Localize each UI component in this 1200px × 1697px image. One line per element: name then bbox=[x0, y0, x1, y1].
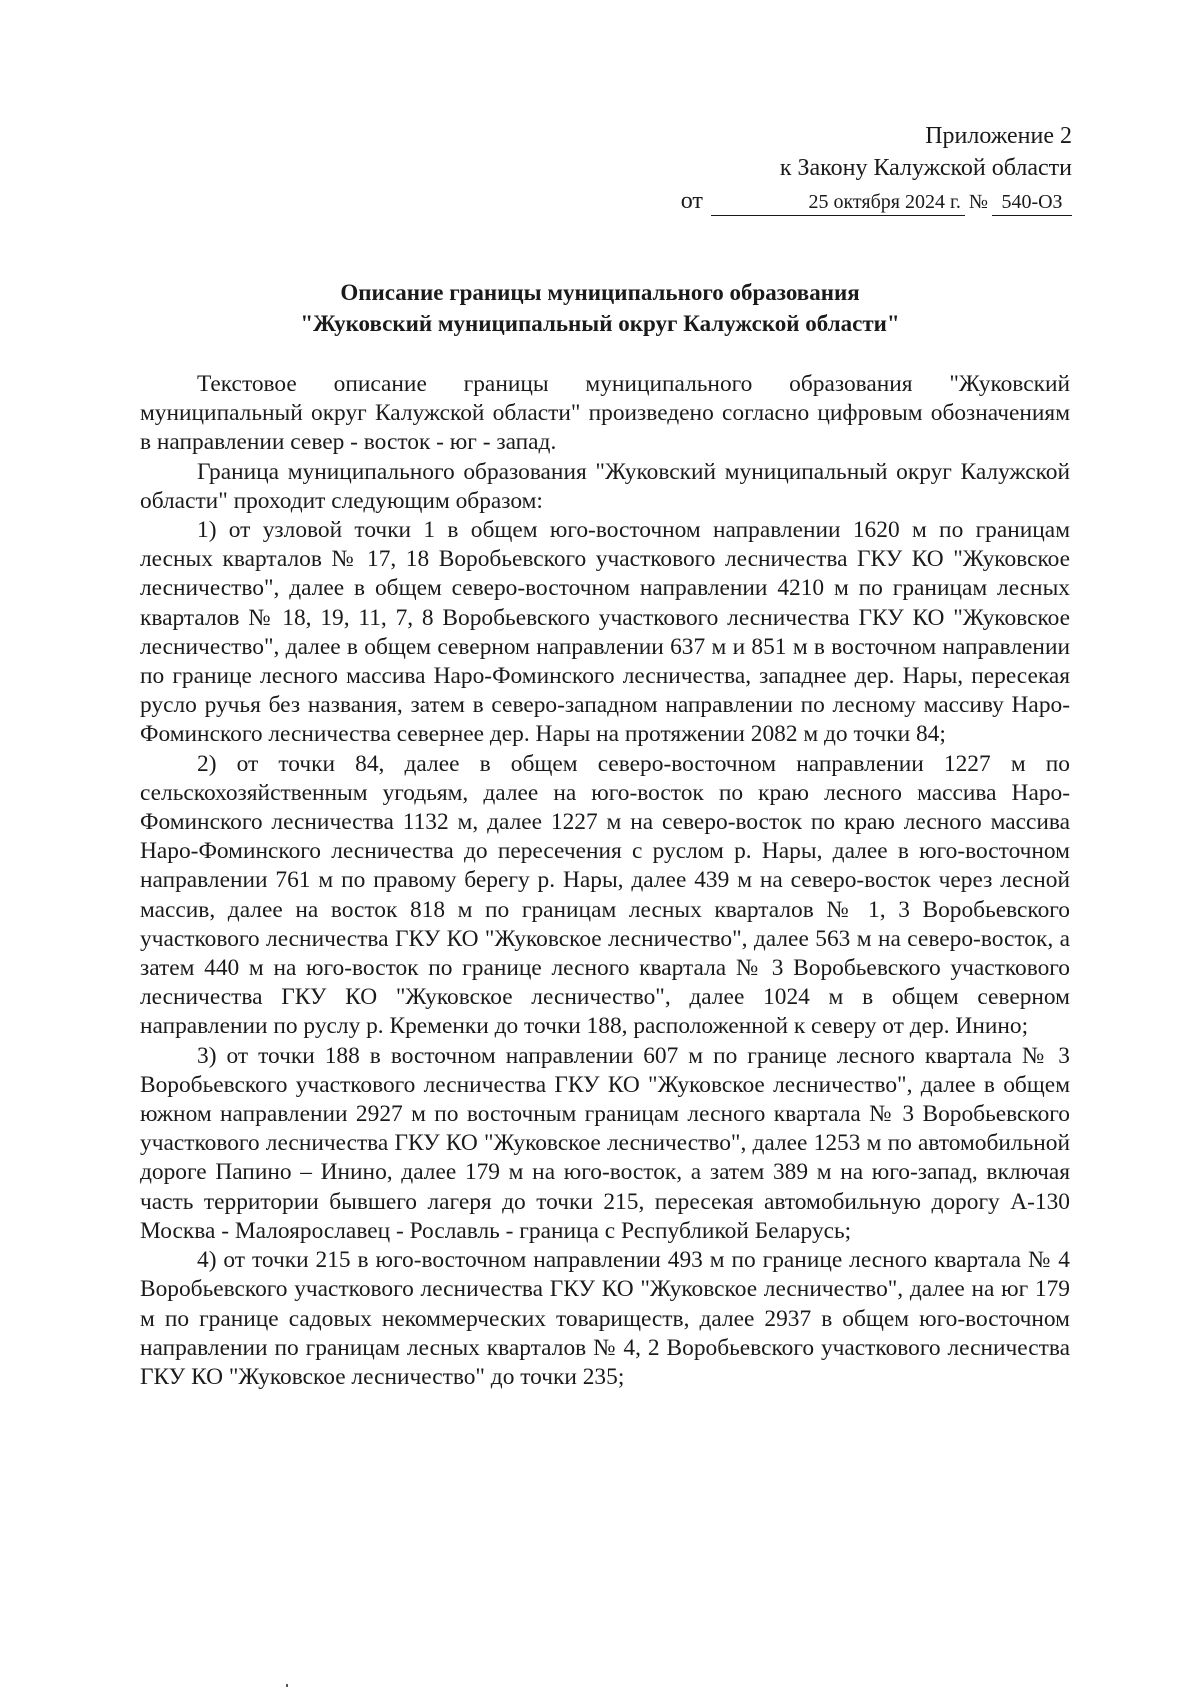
paragraph-section-3: 3) от точки 188 в восточном направлении 607 м по границе лесного квартала № 3 Воробьевского участкового лесничества ГКУ КО "Жуковское лесничество", далее в общем южном направлении 2927 м по восточным границам лесного квартала № 3 Воробьевского участкового лесничества ГКУ КО "Жуковское лесничество", далее 1253 м по автомобильной дороге Папино – Инино, далее 179 м на юго-восток, а затем 389 м на юго-запад, включая часть территории бывшего лагеря до точки 215, пересекая автомобильную дорогу А-130 Москва - Малоярославец - Рославль - граница с Республикой Беларусь; bbox=[140, 1042, 1070, 1244]
date-prefix: от bbox=[680, 188, 703, 214]
paragraph-intro: Текстовое описание границы муниципального образования "Жуковский муниципальный округ Калужской области" произведено согласно цифровым обозначениям в направлении север - восток - юг - запад. bbox=[140, 371, 1070, 456]
paragraph-section-4: 4) от точки 215 в юго-восточном направлении 493 м по границе лесного квартала № 4 Воробьевского участкового лесничества ГКУ КО "Жуковское лесничество", далее на юг 179 м по границе садовых некоммерческих товариществ, далее 2937 в общем юго-восточном направлении по границам лесных кварталов № 4, 2 Воробьевского участкового лесничества ГКУ КО "Жуковское лесничество" до точки 235; bbox=[140, 1247, 1070, 1390]
scan-mark bbox=[286, 1684, 288, 1687]
title-line-1: Описание границы муниципального образования bbox=[340, 280, 860, 305]
paragraph-section-2: 2) от точки 84, далее в общем северо-восточном направлении 1227 м по сельскохозяйственным угодьям, далее на юго-восток по краю лесного массива Наро-Фоминского лесничества 1132 м, далее 1227 м на северо-восток по краю лесного массива Наро-Фоминского лесничества до пересечения с руслом р. Нары, далее в юго-восточном направлении 761 м по правому берегу р. Нары, далее 439 м на северо-восток через лесной массив, далее на восток 818 м по границам лесных кварталов № 1, 3 Воробьевского участкового лесничества ГКУ КО "Жуковское лесничество", далее 563 м на северо-восток, а затем 440 м на юго-восток по границе лесного квартала № 3 Воробьевского участкового лесничества ГКУ КО "Жуковское лесничество", далее 1024 м в общем северном направлении по руслу р. Кременки до точки 188, расположенной к северу от дер. Инино; bbox=[140, 750, 1070, 1040]
law-reference: к Закону Калужской области bbox=[779, 155, 1072, 181]
appendix-label: Приложение 2 bbox=[925, 123, 1072, 149]
title-line-2: "Жуковский муниципальный округ Калужской области" bbox=[300, 311, 900, 336]
law-date-number-line bbox=[681, 186, 1072, 217]
law-number-field: 540-ОЗ bbox=[992, 189, 1072, 216]
paragraph-boundary-overview: Граница муниципального образования "Жуковский муниципальный округ Калужской области" проходит следующим образом: bbox=[140, 458, 1070, 514]
number-sign: № bbox=[968, 191, 988, 213]
paragraph-section-1: 1) от узловой точки 1 в общем юго-восточном направлении 1620 м по границам лесных кварталов № 17, 18 Воробьевского участкового лесничества ГКУ КО "Жуковское лесничество", далее в общем северо-восточном направлении 4210 м по границам лесных кварталов № 18, 19, 11, 7, 8 Воробьевского участкового лесничества ГКУ КО "Жуковское лесничество", далее в общем северном направлении 637 м и 851 м в восточном направлении по границе лесного массива Наро-Фоминского лесничества, западнее дер. Нары, пересекая русло ручья без названия, затем в северо-западном направлении по лесному массиву Наро-Фоминского лесничества севернее дер. Нары на протяжении 2082 м до точки 84; bbox=[140, 517, 1070, 748]
document-body bbox=[140, 370, 1070, 1392]
document-title bbox=[130, 277, 1070, 339]
law-date-field: 25 октября 2024 г. bbox=[711, 189, 965, 216]
appendix-header bbox=[681, 120, 1072, 217]
